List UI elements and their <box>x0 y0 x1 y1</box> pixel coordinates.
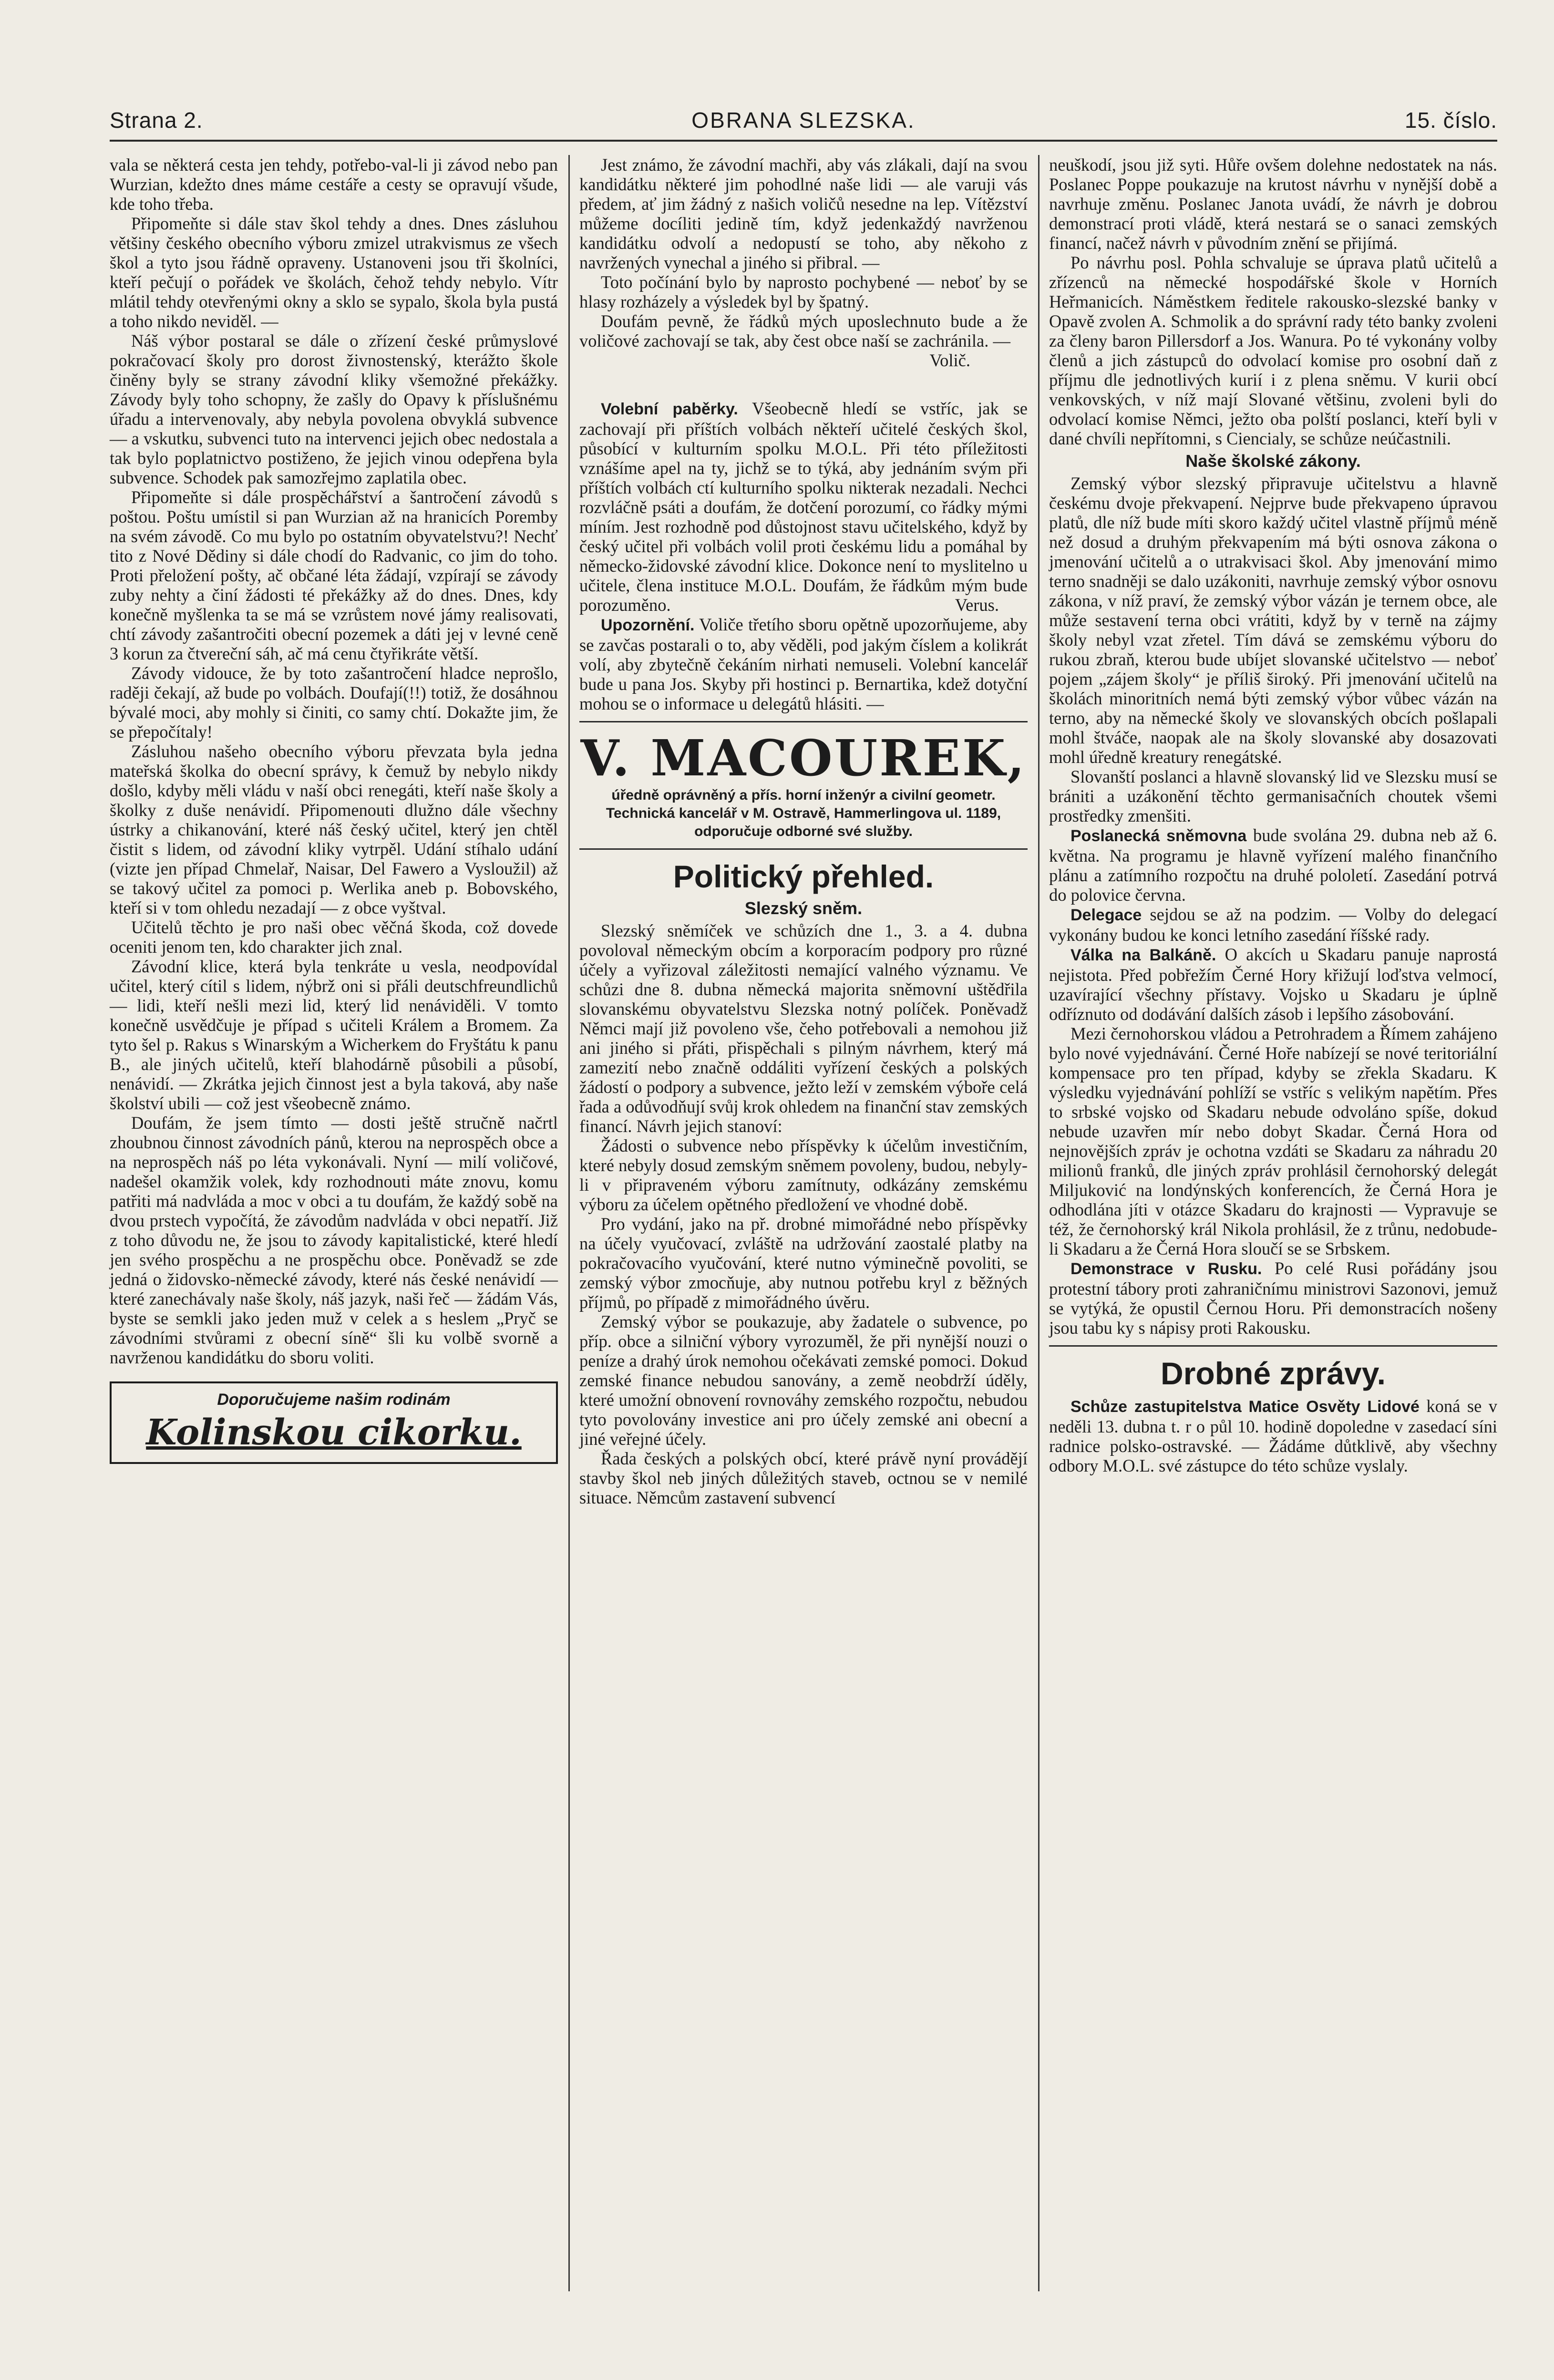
macourek-advertisement <box>579 730 1028 841</box>
drobne-zpravy-title: Drobné zprávy. <box>1161 1356 1386 1391</box>
skolske-zakony-title: Naše školské zákony. <box>1185 451 1361 471</box>
schuze-text: koná se v neděli 13. dubna t. r o půl 10. hodině dopoledne v zasedací síni radnice polsko-ostravské. — Žádáme důtklivě, aby všechny odbory M.O.L. své zástupce do této schůze vyslaly. <box>1049 1396 1498 1475</box>
valka-paragraph <box>1049 945 1497 1024</box>
upozorneni-text: Voliče třetího sboru opětně upozorňujeme, aby se zavčas postarali o to, aby věděli, pod jakým číslem a kolikrát volí, aby zbytečně čekáním nirhati nemuseli. Volební kancelář bude u pana Jos. Skyby při hostinci p. Bernartika, kdež dotyční mohou se o informace u delegátů hlásiti. — <box>579 615 1028 713</box>
ad-brand: Kolinskou cikorku. <box>146 1412 522 1453</box>
paragraph: Po návrhu posl. Pohla schvaluje se úprava platů učitelů a zřízenců na německé hospodářské škole v Horních Heřmanicích. Náměstkem ředitele rakousko-slezské banky v Opavě zvolen A. Schmolik a do správní rady této banky zvoleni za členy baron Pillersdorf a Jos. Wanura. Po té vykonány volby členů a jich zástupců do odvolací komise pro osobní daň z příjmu dle jednotlivých kurií i z plena sněmu. V kurii obcí venkovských, v níž mají Slované většinu, zvoleni byli do odvolací komise Němci, ježto oba polští poslanci, kteří byli v dané chvíli nepřítomni, s Ciencialy, se schůze neúčastnili. <box>1049 253 1497 448</box>
column-2 <box>579 155 1028 1507</box>
paragraph: neuškodí, jsou již syti. Hůře ovšem dolehne nedostatek na nás. Poslanec Poppe poukazuje na krutost návrhu v nynější době a navrhuje změnu. Poslanec Janota uvádí, že návrh je dobrou demonstrací proti vládě, která nestará se o sanaci zemských financí, načež návrh v původním znění se přijímá. <box>1049 155 1497 253</box>
paragraph: Mezi černohorskou vládou a Petrohradem a Římem zahájeno bylo nové vyjednávání. Černé Hoře nabízejí se nové teritoriální kompensace pro ten případ, kdyby se zřekla Skadaru. K výsledku vyjednávání pohlíží se vstříc s velikým napětím. Přes to srbské vojsko od Skadaru nebude odvoláno spíše, dokud nebude uzavřen mír nebo dobyt Skadar. Černá Hora od nejnovějších zpráv je ochotna vzdáti se Skadaru za náhradu 20 milionů franků, dle jiných zpráv prohlásil černohorský delegát Miljuković na londýnských konferencích, že Černá Hora je odhodlána jíti v otázce Skadaru do krajnosti — Vypravuje se též, že černohorský král Nikola prohlásil, že z trůnu, nedobude-li Skadaru a že Černá Hora sloučí se se Srbskem. <box>1049 1024 1497 1258</box>
politicky-prehled-title: Politický přehled. <box>673 859 934 894</box>
paragraph: Zemský výbor se poukazuje, aby žadatele o subvence, po příp. obce a silniční výbory vyrozuměl, že při nynější nouzi o peníze a drahý úrok nemohou očekávati zemské pomoci. Dokud zemské finance nebudou sanovány, a země neobdrží úděly, které umožní obnovení rovnováhy zemského rozpočtu, nebudou tyto povolovány investice ani pro účely zemské ani obecní a jiné veřejné účely. <box>579 1312 1028 1449</box>
ad-recommendation: Doporučujeme našim rodinám <box>217 1391 451 1409</box>
demonstrace-lead: Demonstrace v Rusku. <box>1070 1260 1262 1278</box>
column-divider <box>568 155 570 2291</box>
page-number: Strana 2. <box>110 108 203 133</box>
ad-line-1: úředně oprávněný a přís. horní inženýr a civilní geometr. <box>611 787 996 803</box>
section-rule <box>579 721 1028 722</box>
header-rule <box>110 140 1497 142</box>
volebni-signature: Verus. <box>955 595 999 615</box>
slezsky-snem-title: Slezský sněm. <box>744 898 863 918</box>
paragraph: Řada českých a polských obcí, které právě nyní provádějí stavby škol neb jiných důležitých staveb, octnou se v nemilé situace. Němcům zastavení subvencí <box>579 1449 1028 1507</box>
paragraph: Slezský sněmíček ve schůzích dne 1., 3. a 4. dubna povoloval německým obcím a korporacím podpory pro různé účely a vyřizoval záležitosti nemající valného významu. Ve schůzi dne 8. dubna německá majorita sněmovní uštědřila slovanskému obyvatelstvu Slezska notný políček. Poněvadž Němci mají již povoleno vše, čeho potřebovali a nemohou již ani jiného si přáti, přispěchali s pilným návrhem, který má zamezití nebo značně oddáliti vyřízení českých a polských žádostí o podpory a subvence, ježto leží v zemském výboře celá řada a odůvodňují svůj krok ohledem na finanční stav zemských financí. Návrh jejich stanoví: <box>579 921 1028 1136</box>
schuze-paragraph <box>1049 1396 1497 1475</box>
delegace-paragraph <box>1049 905 1497 945</box>
volebni-text: Všeobecně hledí se vstříc, jak se zachovají při příštích volbách někteří učitelé českých škol, působící v kulturním spolku M.O.L. Při této příležitosti vznášíme apel na ty, jichž se to týká, aby jednáním svým při příštích volbách ctí kulturního spolku nikterak nezadali. Nechci rozvláčně psáti a doufám, že dotčení porozumí, co řádky mými míním. Jest rozhodně pod důstojnost stavu učitelského, když by český učitel při volbách volil proti českému lidu a pomáhal by německo-židovské závodní klice. Dokonce není to myslitelno u učitele, člena instituce M.O.L. Doufám, že řádkům mým bude porozuměno. <box>579 399 1028 615</box>
column-1 <box>110 155 558 1464</box>
ad-line-3: odporučuje odborné své služby. <box>694 824 913 839</box>
paragraph: Pro vydání, jako na př. drobné mimořádné nebo příspěvky na účely vyučovací, zvláště na udržování zaostalé platby na pokračovacího vyučování, které nutno výminečně povoliti, se zemský výbor zmocňuje, aby nutnou potřebu kryl z běžných příjmů, po případě z mimořádného úvěru. <box>579 1214 1028 1312</box>
column-3 <box>1049 155 1497 1475</box>
issue-number: 15. číslo. <box>1404 108 1497 133</box>
paragraph: Učitelů těchto je pro naši obec věčná škoda, což dovede oceniti jenom ten, kdo charakter jich znal. <box>110 917 558 957</box>
snemovna-paragraph <box>1049 825 1497 905</box>
paragraph: vala se některá cesta jen tehdy, potřebo-val-li ji závod nebo pan Wurzian, kdežto dnes máme cestáře a cesty se opravují všude, kde toho třeba. <box>110 155 558 214</box>
upozorneni-title: Upozornění. <box>601 616 695 634</box>
article-signature: Volič. <box>929 350 970 370</box>
demonstrace-paragraph <box>1049 1258 1497 1338</box>
paragraph: Náš výbor postaral se dále o zřízení české průmyslové pokračovací školy pro dorost živnostenský, kterážto škole činěny byly se strany závodní kliky všemožné překážky. Závody byly toho schopny, že zašly do Opavy k příslušnému úřadu a intervenovaly, aby nebyla povolena obvyklá subvence — a vskutku, subvenci tuto na intervenci jejich obec nedostala a tak bylo poplatnictvo postiženo, že jejich vinou odepřena byla subvence. Schodek pak samozřejmo zaplatila obec. <box>110 331 558 487</box>
chicory-advertisement <box>110 1381 558 1464</box>
valka-lead: Válka na Balkáně. <box>1070 946 1216 964</box>
paragraph: Zemský výbor slezský připravuje učitelstvu a hlavně českému dvoje překvapení. Nejprve bude překvapeno úpravou platů, dle níž bude míti skoro každý učitel vlastně příjmů méně než dosud a druhým překvapením má býti osnova zákona o jmenování učitelů a o utrakvisaci škol. Aby jmenování mimo terno snadněji se dalo uzákoniti, navrhuje zemský výbor osnovu zákona, v níž praví, že zemský výbor vázán je ternem obce, ale může sestavení terna obci vrátiti, když by v terně na zájmy školy nebyl vzat zřetel. Tím dává se zemskému výboru do rukou zbraň, kterou bude ubíjet slovanské učitelstvo — neboť pojem „zájem školy“ je příliš široký. Při jmenování učitelů na školách minoritních nemá býti zemský výbor vůbec vázán na terno, aby na německé školy ve slovanských obcích pošlapali mohl štváče, naopak ale na školy slovanské aby dosazovati mohl úředně kreatury renegátské. <box>1049 474 1497 767</box>
paragraph: Žádosti o subvence nebo příspěvky k účelům investičním, které nebyly dosud zemským sněmem povoleny, budou, nebyly-li v připraveném výboru zamítnuty, odkázány zemskému výboru za účelem opětného předložení ve vhodné době. <box>579 1136 1028 1214</box>
schuze-lead: Schůze zastupitelstva Matice Osvěty Lidové <box>1070 1398 1420 1416</box>
upozorneni-paragraph <box>579 615 1028 713</box>
ad-company-name: V. MACOUREK, <box>580 729 1027 787</box>
delegace-text: sejdou se až na podzim. — Volby do delegací vykonány budou ke konci letního zasedání říšské rady. <box>1049 905 1497 945</box>
ad-line-2: Technická kancelář v M. Ostravě, Hammerlingova ul. 1189, <box>606 805 1001 821</box>
paragraph: Slovanští poslanci a hlavně slovanský lid ve Slezsku musí se brániti a uzákonění těchto germanisačních choutek všemi prostředky zmenšiti. <box>1049 767 1497 825</box>
paragraph: Připomeňte si dále stav škol tehdy a dnes. Dnes zásluhou většiny českého obecního výboru zmizel utrakvismus ze všech škol a tyto jsou řádně opraveny. Ustanoveni jsou tři školníci, kteří pečují o pořádek ve školách, čehož tehdy nebylo. Vítr mlátil tehdy otevřenými okny a sklo se sypalo, škola byla pustá a toho nikdo neviděl. — <box>110 214 558 331</box>
paragraph: Zásluhou našeho obecního výboru převzata byla jedna mateřská školka do obecní správy, k čemuž by nebylo nikdy došlo, kdyby měli vládu v naší obci renegáti, kteří naše školy a školky z duše nenávidí. Připomenouti dlužno dále všechny ústrky a chikanování, které náš český učitel, který jen chtěl čistit s lidem, od závodní kliky vytrpěl. Udání stíhalo udání (vizte jen případ Chmelař, Naisar, Del Fawero a Vysloužil) až se takový učitel za pomoci p. Werlika aneb p. Bobovského, kteří si v tom ohledu nezadají — z obce vyštval. <box>110 742 558 917</box>
paragraph: Připomeňte si dále prospěchářství a šantročení závodů s poštou. Poštu umístil si pan Wurzian až na hranicích Poremby na svém závodě. Co mu bylo po ostatním obyvatelstvu?! Nechť tito z Nové Dědiny si dále chodí do Radvanic, co jim do toho. Proti přeložení pošty, ač občané léta žádají, vzpírají se závody zuby nehty a činí žádosti té překážky až do dnes. Dnes, kdy konečně myšlenka ta se má se vzrůstem nové jámy realisovati, chtí závody zašantročiti obecní pozemek a dáti jej v levné ceně 3 korun za čtvereční sáh, ač má cenu čtyřikráte větší. <box>110 487 558 663</box>
paragraph: Doufám pevně, že řádků mých uposlechnuto bude a že voličové zachovají se tak, aby čest obce naší se zachránila. — <box>579 311 1028 350</box>
valka-text: O akcích u Skadaru panuje naprostá nejistota. Před pobřežím Černé Hory křižují loďstva velmocí, uzavírající všechny přístavy. Vojsko u Skadaru je úplně odříznuto od dodávání dalších zásob i lepšího zásobování. <box>1049 945 1498 1024</box>
column-divider <box>1038 155 1039 2291</box>
section-rule <box>1049 1345 1497 1347</box>
demonstrace-text: Po celé Rusi pořádány jsou protestní tábory proti zahraničnímu ministrovi Sazonovi, jemuž se vytýká, že opustil Černou Horu. Při demonstracích nošeny jsou tabu ky s nápisy proti Rakousku. <box>1049 1258 1497 1338</box>
newspaper-page <box>110 103 1497 2291</box>
masthead-title: OBRANA SLEZSKA. <box>691 108 916 133</box>
snemovna-lead: Poslanecká sněmovna <box>1070 827 1247 845</box>
snemovna-text: bude svolána 29. dubna neb až 6. května. Na programu je hlavně vyřízení malého finančního plánu a zatímního rozpočtu na druhé pololetí. Zasedání potrvá do polovice června. <box>1049 825 1497 905</box>
volebni-title: Volební paběrky. <box>601 400 738 418</box>
paragraph: Toto počínání bylo by naprosto pochybené — neboť by se hlasy rozházely a výsledek byl by špatný. <box>579 272 1028 311</box>
page-header <box>110 103 1497 141</box>
paragraph: Závody vidouce, že by toto zašantročení hladce neprošlo, raději čekají, až bude po volbách. Doufají(!!) totiž, že dosáhnou bývalé moci, aby mohly si činiti, co samy chtí. Dokažte jim, že se přepočítaly! <box>110 663 558 742</box>
paragraph: Závodní klice, která byla tenkráte u vesla, neodpovídal učitel, který cítil s lidem, nýbrž oni si přáli deutschfreundlichů — lidi, kteří nešli mezi lid, který lid nenáviděli. V tomto konečně usvědčuje je případ s učiteli Králem a Bromem. Za tyto šel p. Rakus s Winarským a Wicherkem do Fryštátu k panu B., ale jiných učitelů, kteří blahodárně působili a působí, nenávidí. — Zkrátka jejich činnost jest a byla taková, aby naše školství ubili — což jest všeobecně známo. <box>110 957 558 1113</box>
delegace-lead: Delegace <box>1070 906 1142 924</box>
paragraph: Jest známo, že závodní machři, aby vás zlákali, dají na svou kandidátku některé jim pohodlné naše lidi — ale varuji vás předem, ať jim žádný z našich voličů nesedne na lep. Vítězství můžeme docíliti jedině tím, když jedenkaždý navrženou kandidátku odvolí a nedopustí se toho, aby někoho z navržených vynechal a jiného si přibral. — <box>579 155 1028 272</box>
paragraph: Doufám, že jsem tímto — dosti ještě stručně načrtl zhoubnou činnost závodních pánů, kterou na neprospěch obce a na neprospěch náš po léta vykonávali. Nyní — milí voličové, nadešel okamžik volek, kdy rozhodnouti máte znovu, komu patřiti má nadvláda a moc v obci a tu doufám, že každý sobě na dvou prstech vypočítá, že závodům nadvláda v obci nepatří. Již z toho důvodu ne, že jsou to závody kapitalistické, které hledí jen svého prospěchu a ne prospěchu obce. Poněvadž se zde jedná o židovsko-německé závody, které nás české nenávidí — které zanechávaly naše školy, náš jazyk, naši řeč — žádám Vás, byste se semkli jako jeden muž v celek a s heslem „Pryč se závodními stvůrami z obecní síně“ šli ku volbě svorně a navrženou kandidátku do sboru voliti. <box>110 1113 558 1367</box>
section-rule <box>579 848 1028 850</box>
volebni-paragraph <box>579 399 1028 615</box>
